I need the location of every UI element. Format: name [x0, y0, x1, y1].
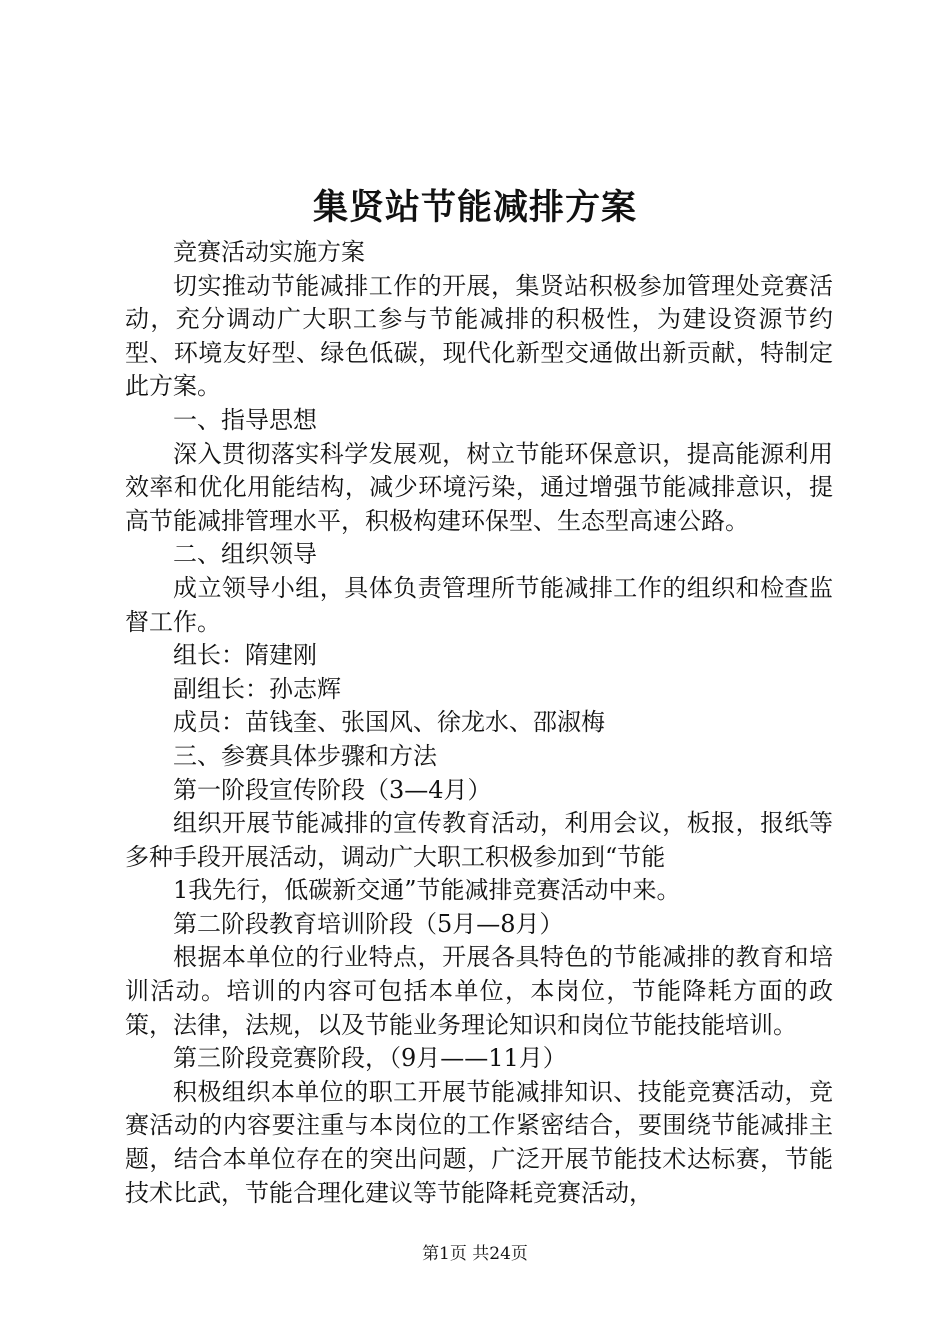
paragraph-deputy-leader: 副组长：孙志辉	[173, 674, 341, 703]
document-title: 集贤站节能减排方案	[312, 187, 637, 228]
paragraph-intro: 切实推动节能减排工作的开展，集贤站积极参加管理处竞赛活动，充分调动广大职工参与节能减排的积极性，为建设资源节约型、环境友好型、绿色低碳，现代化新型交通做出新贡献，特制定此方案。	[125, 271, 833, 401]
section-heading-organization: 二、组织领导	[173, 540, 317, 569]
page-footer: 第1页 共24页	[422, 1244, 528, 1264]
paragraph-subtitle: 竞赛活动实施方案	[173, 238, 365, 266]
stage-heading-training: 第二阶段教育培训阶段（5月—8月）	[173, 909, 564, 938]
paragraph-competition: 积极组织本单位的职工开展节能减排知识、技能竞赛活动，竞赛活动的内容要注重与本岗位的工作紧密结合，要围绕节能减排主题，结合本单位存在的突出问题，广泛开展节能技术达标赛，节能技术比武，节能合理化建议等节能降耗竞赛活动，	[125, 1077, 833, 1207]
paragraph-members: 成员：苗钱奎、张国风、徐龙水、邵淑梅	[173, 708, 605, 737]
paragraph-publicity-continued: 1我先行，低碳新交通”节能减排竞赛活动中来。	[173, 876, 681, 905]
stage-heading-publicity: 第一阶段宣传阶段（3—4月）	[173, 775, 492, 804]
paragraph-training: 根据本单位的行业特点，开展各具特色的节能减排的教育和培训活动。培训的内容可包括本单位，本岗位，节能降耗方面的政策，法律，法规，以及节能业务理论知识和岗位节能技能培训。	[125, 943, 833, 1039]
paragraph-publicity: 组织开展节能减排的宣传教育活动，利用会议，板报，报纸等多种手段开展活动，调动广大职工积极参加到“节能	[125, 809, 833, 871]
paragraph-guiding-thought: 深入贯彻落实科学发展观，树立节能环保意识，提高能源利用效率和优化用能结构，减少环境污染，通过增强节能减排意识，提高节能减排管理水平，积极构建环保型、生态型高速公路。	[125, 439, 833, 535]
document-body	[125, 236, 833, 1210]
section-heading-steps: 三、参赛具体步骤和方法	[173, 741, 437, 770]
stage-heading-competition: 第三阶段竞赛阶段，（9月——11月）	[173, 1044, 567, 1073]
paragraph-leader: 组长：隋建刚	[173, 641, 317, 670]
paragraph-organization: 成立领导小组，具体负责管理所节能减排工作的组织和检查监督工作。	[125, 573, 833, 636]
section-heading-guiding-thought: 一、指导思想	[173, 405, 317, 434]
